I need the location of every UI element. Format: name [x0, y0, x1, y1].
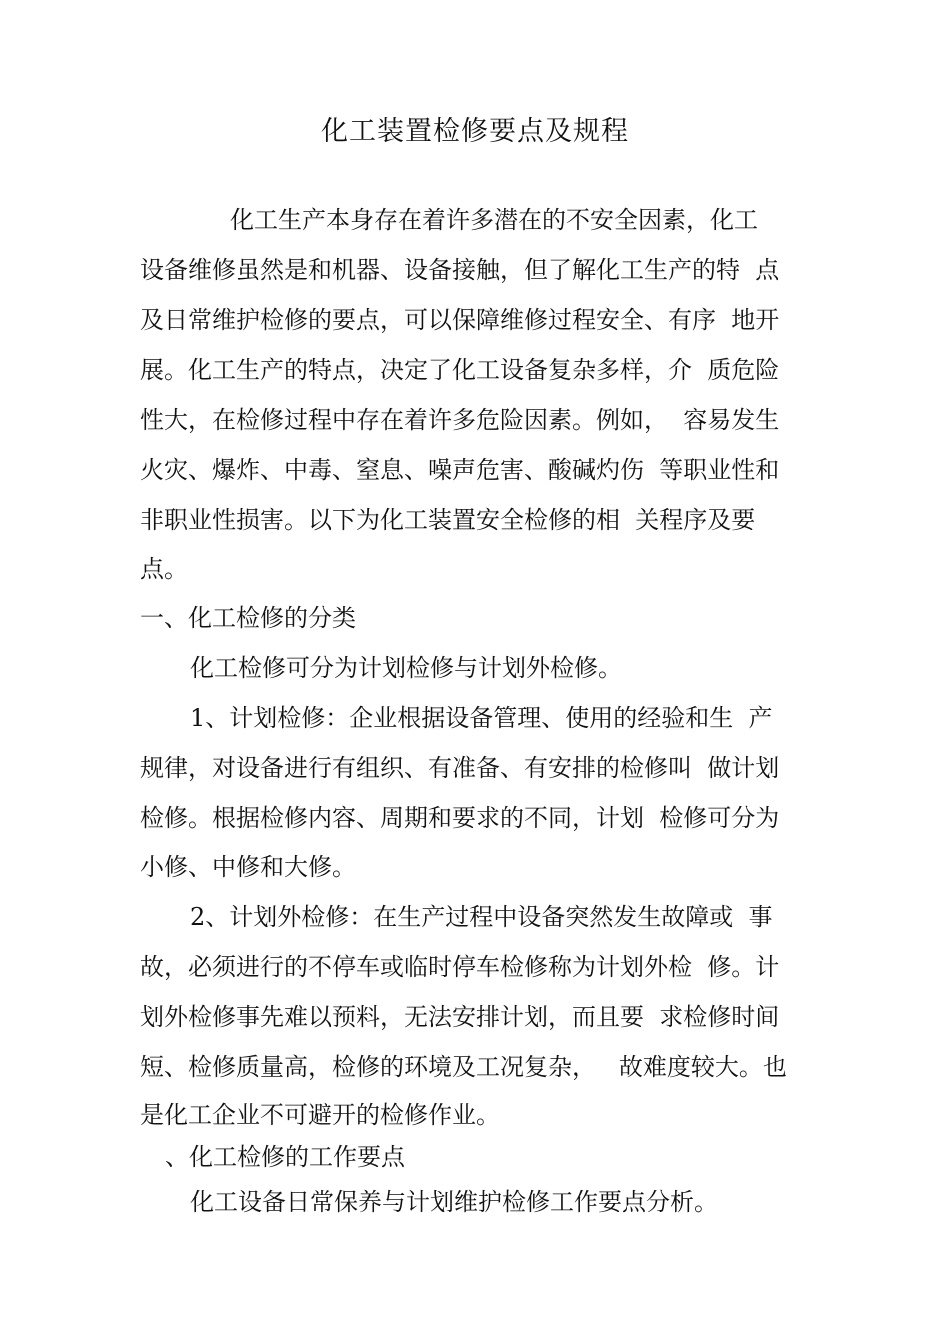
paragraph-line: 检修。根据检修内容、周期和要求的不同，计划 检修可分为 [140, 804, 780, 832]
paragraph-line: 是化工企业不可避开的检修作业。 [140, 1101, 500, 1129]
paragraph-line: 划外检修事先难以预料，无法安排计划，而且要 求检修时间 [140, 1003, 780, 1031]
paragraph-line: 短、检修质量高，检修的环境及工况复杂， 故难度较大。也 [140, 1053, 787, 1081]
paragraph-line: 及日常维护检修的要点，可以保障维修过程安全、有序 地开 [140, 306, 780, 334]
paragraph-line: 2、计划外检修：在生产过程中设备突然发生故障或 事 [190, 903, 773, 931]
paragraph-line: 性大，在检修过程中存在着许多危险因素。例如， 容易发生 [140, 406, 780, 434]
paragraph-line: 1、计划检修：企业根据设备管理、使用的经验和生 产 [190, 704, 773, 732]
paragraph-line: 化工检修可分为计划检修与计划外检修。 [190, 654, 622, 682]
paragraph-line: 小修、中修和大修。 [140, 853, 356, 881]
document-title: 化工装置检修要点及规程 [321, 116, 629, 147]
section-heading: 一、化工检修的分类 [140, 604, 356, 632]
paragraph-line: 火灾、爆炸、中毒、窒息、噪声危害、酸碱灼伤 等职业性和 [140, 456, 780, 484]
section-heading: 、化工检修的工作要点 [165, 1143, 405, 1171]
paragraph-line: 规律，对设备进行有组织、有准备、有安排的检修叫 做计划 [140, 754, 780, 782]
paragraph-line: 点。 [140, 555, 188, 583]
paragraph-line: 设备维修虽然是和机器、设备接触，但了解化工生产的特 点 [140, 256, 780, 284]
paragraph-line: 故，必须进行的不停车或临时停车检修称为计划外检 修。计 [140, 953, 780, 981]
paragraph-line: 展。化工生产的特点，决定了化工设备复杂多样，介 质危险 [140, 356, 780, 384]
paragraph-line: 化工设备日常保养与计划维护检修工作要点分析。 [190, 1188, 718, 1216]
paragraph-line: 化工生产本身存在着许多潜在的不安全因素，化工 [230, 206, 758, 234]
paragraph-line: 非职业性损害。以下为化工装置安全检修的相 关程序及要 [140, 506, 756, 534]
